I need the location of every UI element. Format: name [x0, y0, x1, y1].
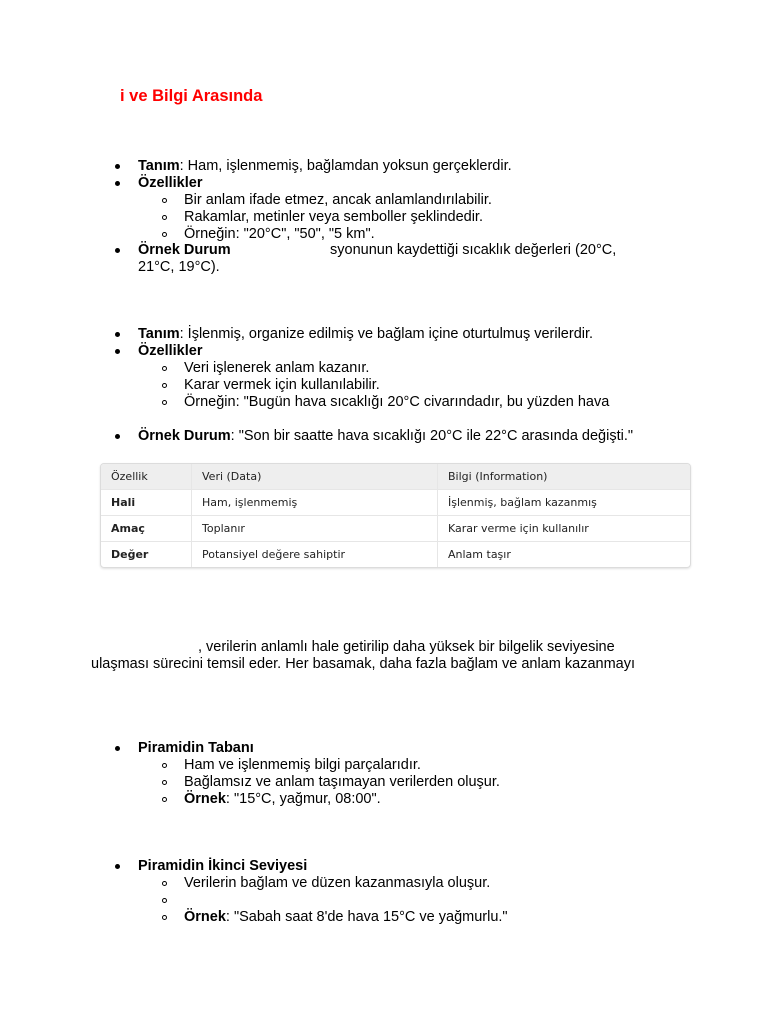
- sub-list-item: [184, 791, 381, 808]
- paragraph-line: , verilerin anlamlı hale getirilip daha yüksek bir bilgelik seviyesine: [198, 639, 615, 655]
- list-item-ozellikler: [138, 175, 202, 192]
- table-cell: Toplanır: [191, 516, 437, 542]
- table-cell: Anlam taşır: [437, 542, 690, 568]
- term-label: Tanım: [138, 158, 180, 174]
- list-item-tanim: [138, 326, 593, 343]
- term-label: Piramidin Tabanı: [138, 740, 254, 756]
- sub-list-item: Verilerin bağlam ve düzen kazanmasıyla oluşur.: [184, 875, 491, 891]
- table-row: [101, 542, 690, 568]
- bullet: [115, 746, 120, 751]
- example-text: : "Sabah saat 8'de hava 15°C ve yağmurlu.": [225, 909, 508, 925]
- sub-list-item: Ham ve işlenmemiş bilgi parçalarıdır.: [184, 757, 421, 773]
- list-item-ornek: [138, 242, 231, 259]
- term-label: Özellikler: [138, 175, 203, 191]
- sub-bullet: [162, 780, 167, 785]
- term-label: Örnek Durum: [138, 242, 231, 258]
- example-text: : "Son bir saatte hava sıcaklığı 20°C ile 22°C arasında değişti.": [230, 428, 633, 444]
- bullet: [115, 864, 120, 869]
- sub-bullet: [162, 881, 167, 886]
- table-cell-label: Hali: [111, 496, 136, 509]
- table-header-cell: Özellik: [111, 470, 148, 483]
- section-title: i ve Bilgi Arasında: [120, 87, 263, 105]
- term-label: Örnek Durum: [138, 428, 231, 444]
- sub-bullet: [162, 763, 167, 768]
- table-row: [101, 490, 690, 516]
- bullet: [115, 349, 120, 354]
- sub-list-item: Rakamlar, metinler veya semboller şeklindedir.: [184, 209, 483, 225]
- sub-bullet: [162, 366, 167, 371]
- sub-bullet: [162, 215, 167, 220]
- bullet: [115, 332, 120, 337]
- list-item-tanim: [138, 158, 512, 175]
- term-text: : İşlenmiş, organize edilmiş ve bağlam içine oturtulmuş verilerdir.: [179, 326, 594, 342]
- list-item-ornek: [138, 428, 633, 445]
- example-text: : "15°C, yağmur, 08:00".: [225, 791, 381, 807]
- sub-bullet: [162, 383, 167, 388]
- sub-list-item: Örneğin: "Bugün hava sıcaklığı 20°C civarındadır, bu yüzden hava: [184, 394, 610, 410]
- term-label: Örnek: [184, 909, 226, 925]
- table-cell: Karar verme için kullanılır: [437, 516, 690, 542]
- sub-list-item: Karar vermek için kullanılabilir.: [184, 377, 380, 393]
- sub-bullet: [162, 797, 167, 802]
- bullet: [115, 181, 120, 186]
- sub-list-item: Bir anlam ifade etmez, ancak anlamlandırılabilir.: [184, 192, 492, 208]
- table-header-cell: Veri (Data): [191, 464, 437, 490]
- list-item-piramit-taban: [138, 740, 254, 757]
- term-label: Piramidin İkinci Seviyesi: [138, 858, 308, 874]
- sub-bullet: [162, 232, 167, 237]
- table-cell: İşlenmiş, bağlam kazanmış: [437, 490, 690, 516]
- list-item-ozellikler: [138, 343, 202, 360]
- table-cell: Potansiyel değere sahiptir: [191, 542, 437, 568]
- paragraph-line: ulaşması sürecini temsil eder. Her basamak, daha fazla bağlam ve anlam kazanmayı: [91, 656, 636, 672]
- sub-bullet: [162, 198, 167, 203]
- table-cell-label: Değer: [111, 548, 149, 561]
- sub-bullet: [162, 898, 167, 903]
- table-row: [101, 516, 690, 542]
- example-text-continued: 21°C, 19°C).: [138, 259, 220, 275]
- sub-bullet: [162, 915, 167, 920]
- example-text: syonunun kaydettiği sıcaklık değerleri (20°C,: [330, 242, 617, 258]
- term-label: Tanım: [138, 326, 180, 342]
- bullet: [115, 164, 120, 169]
- table-header-cell: Bilgi (Information): [437, 464, 690, 490]
- sub-list-item: Örneğin: "20°C", "50", "5 km".: [184, 226, 375, 242]
- term-text: : Ham, işlenmemiş, bağlamdan yoksun gerçeklerdir.: [179, 158, 512, 174]
- sub-list-item: [184, 909, 508, 926]
- comparison-table: [100, 463, 691, 568]
- list-item-piramit-ikinci: [138, 858, 307, 875]
- sub-list-item: Veri işlenerek anlam kazanır.: [184, 360, 370, 376]
- table-cell-label: Amaç: [111, 522, 145, 535]
- table-header-row: [101, 464, 690, 490]
- table-cell: Ham, işlenmemiş: [191, 490, 437, 516]
- bullet: [115, 434, 120, 439]
- term-label: Örnek: [184, 791, 226, 807]
- sub-list-item: Bağlamsız ve anlam taşımayan verilerden oluşur.: [184, 774, 500, 790]
- bullet: [115, 248, 120, 253]
- term-label: Özellikler: [138, 343, 203, 359]
- sub-bullet: [162, 400, 167, 405]
